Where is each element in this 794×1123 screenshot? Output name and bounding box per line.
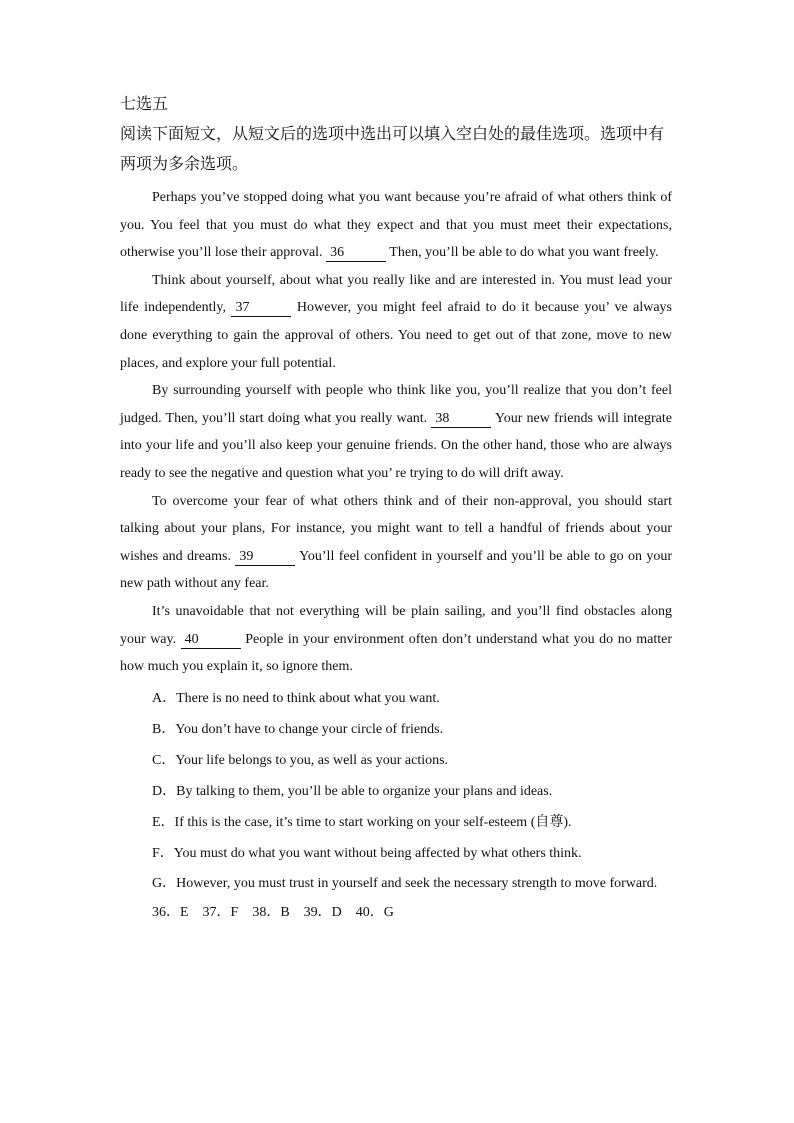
paragraph-text: It’s unavoidable that not everything will be plain sailing, and you’ll find obstacles along your way. — [120, 603, 672, 647]
option-e: E．If this is the case, it’s time to start working on your self-esteem (自尊). — [152, 814, 572, 830]
paragraph-text: By surrounding yourself with people who think like you, you’ll realize that you don’t feel judged. Then, you’ll start doing what you really want. — [120, 383, 672, 426]
passage-paragraph-1 — [120, 184, 672, 267]
passage-paragraph-2 — [120, 267, 672, 377]
paragraph-text: Your new friends will integrate into your life and you’ll also keep your genuine friends. On the other hand, those who are always ready to see the negative and question what you’ re trying to do will drift away. — [120, 410, 672, 481]
document-page — [120, 90, 672, 928]
option-g: G．However, you must trust in yourself and seek the necessary strength to move forward. — [152, 875, 658, 891]
instruction-text: 阅读下面短文，从短文后的选项中选出可以填入空白处的最佳选项。选项中有两项为多余选项。 — [120, 126, 665, 173]
blank-38: 38 — [431, 411, 491, 428]
paragraph-text: Think about yourself, about what you really like and are interested in. You must lead your life independently, — [120, 272, 672, 316]
paragraph-text: To overcome your fear of what others think and of their non-approval, you should start talking about your plans, For instance, you might want to tell a handful of friends about your wishes and dreams. — [120, 493, 672, 564]
option-f: F．You must do what you want without being affected by what others think. — [152, 845, 582, 861]
blank-37: 37 — [231, 300, 291, 317]
paragraph-text: Then, you’ll be able to do what you want freely. — [386, 245, 659, 261]
option-d: D．By talking to them, you’ll be able to organize your plans and ideas. — [152, 783, 553, 799]
blank-39: 39 — [235, 549, 295, 566]
passage-paragraph-4 — [120, 488, 672, 598]
paragraph-text: People in your environment often don’t understand what you do no matter how much you explain it, so ignore them. — [120, 631, 672, 675]
section-title: 七选五 — [120, 96, 169, 113]
passage-paragraph-3 — [120, 377, 672, 487]
option-c: C．Your life belongs to you, as well as your actions. — [152, 752, 449, 768]
paragraph-text: Perhaps you’ve stopped doing what you want because you’re afraid of what others think of you. You feel that you must do what they expect and that you must meet their expectations, otherwise you’ll lose their approval. — [120, 190, 672, 261]
options-list — [120, 683, 672, 898]
option-b: B．You don’t have to change your circle of friends. — [152, 721, 444, 737]
option-a: A．There is no need to think about what you want. — [152, 690, 440, 706]
passage — [120, 184, 672, 681]
passage-paragraph-5 — [120, 598, 672, 681]
answer-key: 36．E 37．F 38．B 39．D 40．G — [152, 904, 394, 920]
paragraph-text: You’ll feel confident in yourself and you’ll be able to go on your new path without any fear. — [120, 548, 672, 592]
blank-40: 40 — [181, 632, 241, 649]
blank-36: 36 — [326, 245, 386, 262]
paragraph-text: However, you might feel afraid to do it because you’ ve always done everything to gain the approval of others. You need to get out of that zone, move to new places, and explore your full potential. — [120, 300, 672, 371]
